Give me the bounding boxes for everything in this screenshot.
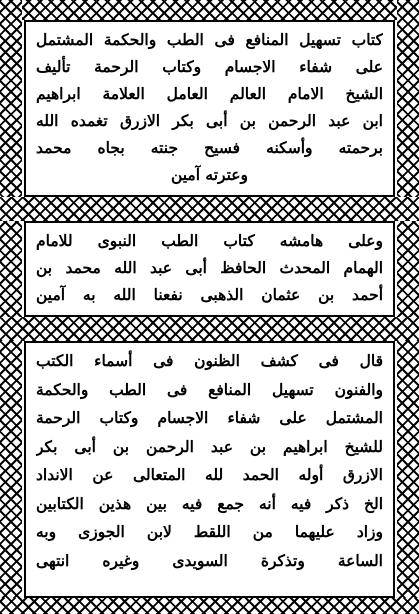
- text-line: للشيخ ابراهيم بن عبد الرحمن بن أبى بكر: [36, 436, 383, 456]
- text-line: الشيخ الامام العالم العامل العلامة ابراهيم: [36, 84, 383, 103]
- margin-note-panel: [24, 221, 395, 317]
- text-line: والفنون تسهيل المنافع فى الطب والحكمة: [36, 379, 383, 399]
- text-line: الهمام المحدث الحافظ أبى عبد الله محمد بن: [36, 258, 383, 277]
- text-line: ابن عبد الرحمن بن أبى بكر الازرق تغمده الله: [36, 111, 383, 130]
- text-line: الساعة وتذكرة السويدى وغيره انتهى: [36, 550, 383, 570]
- ornamental-divider-1: [0, 197, 419, 221]
- ornamental-border-left: [0, 0, 22, 614]
- description-panel: [24, 341, 395, 598]
- title-panel: [24, 20, 395, 197]
- text-line: برحمته وأسكنه فسيح جنته بجاه محمد: [36, 138, 383, 157]
- text-line: وزاد عليهما من اللقط لابن الجوزى وبه: [36, 522, 383, 541]
- text-line: المشتمل على شفاء الاجسام وكتاب الرحمة: [36, 408, 383, 427]
- text-line: كتاب تسهيل المنافع فى الطب والحكمة المشتمل: [36, 30, 383, 49]
- text-line: أحمد بن عثمان الذهبى نفعنا الله به آمين: [36, 285, 383, 304]
- ornamental-border-top: [0, 0, 419, 20]
- ornamental-border-bottom: [0, 598, 419, 614]
- text-line: الازرق أوله الحمد لله المتعالى عن الانداد: [36, 465, 383, 484]
- text-line: على شفاء الاجسام وكتاب الرحمة تأليف: [36, 57, 383, 76]
- text-line: قال فى كشف الظنون فى أسماء الكتب: [36, 351, 383, 370]
- ornamental-border-right: [397, 0, 419, 614]
- text-line: وعترته آمين: [170, 165, 249, 184]
- text-line: الخ ذكر فيه أنه جمع فيه بين هذين الكتابين: [36, 493, 383, 513]
- ornamental-divider-2: [0, 317, 419, 341]
- text-line: وعلى هامشه كتاب الطب النبوى للامام: [36, 231, 383, 250]
